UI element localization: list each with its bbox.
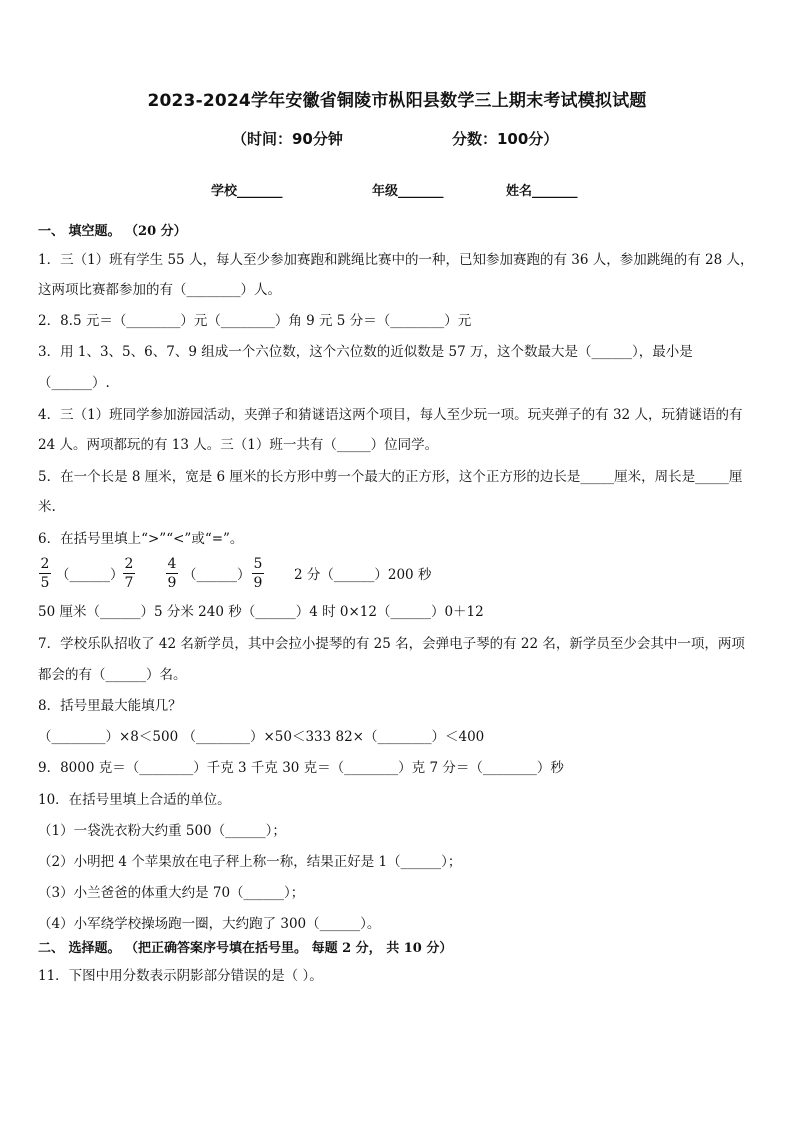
- fraction-2-7: [123, 556, 135, 591]
- q6-blank-2: （______）: [183, 567, 251, 583]
- q6-blank-1: （______）: [56, 567, 124, 583]
- fraction-denominator: 5: [40, 575, 50, 591]
- q3-line1: 3．用 1、3、5、6、7、9 组成一个六位数，这个六位数的近似数是 57 万，这个数最大是（______），最小是: [38, 344, 693, 360]
- q6-item-3: 2 分（______）200 秒: [294, 567, 432, 583]
- fraction-numerator: 5: [253, 556, 263, 572]
- q9-line1: 9．8000 克＝（________）千克 3 千克 30 克＝（________）克 7 分＝（________）秒: [38, 760, 564, 776]
- name-field: 姓名_______: [506, 184, 578, 199]
- q4-line1: 4．三（1）班同学参加游园活动，夹弹子和猜谜语这两个项目，每人至少玩一项。玩夹弹子的有 32 人，玩猜谜语的有: [38, 407, 743, 423]
- q7-line2: 都会的有（______）名。: [38, 667, 187, 683]
- fraction-5-9: [252, 556, 264, 591]
- fraction-numerator: 2: [40, 556, 50, 572]
- fraction-2-5: [39, 556, 51, 591]
- q6-line3: 50 厘米（______）5 分米 240 秒（______）4 时 0×12（______）0＋12: [38, 604, 484, 620]
- q10-item-4: （4）小军绕学校操场跑一圈，大约跑了 300（______）。: [38, 916, 381, 932]
- q5-line1: 5．在一个长是 8 厘米，宽是 6 厘米的长方形中剪一个最大的正方形，这个正方形的边长是_____厘米，周长是_____厘: [38, 469, 743, 485]
- q1-line1: 1．三（1）班有学生 55 人，每人至少参加赛跑和跳绳比赛中的一种，已知参加赛跑的有 36 人，参加跳绳的有 28 人，: [38, 252, 754, 268]
- q6-line1: 6．在括号里填上“>”“<”或“=”。: [38, 531, 244, 547]
- q5-line2: 米.: [38, 499, 56, 515]
- q7-line1: 7．学校乐队招收了 42 名新学员，其中会拉小提琴的有 25 名，会弹电子琴的有 22 名，新学员至少会其中一项，两项: [38, 636, 745, 652]
- fraction-bar: [39, 573, 51, 574]
- fraction-numerator: 4: [167, 556, 177, 572]
- exam-score: 分数：100分）: [452, 130, 559, 148]
- q11-line1: 11．下图中用分数表示阴影部分错误的是（ ）。: [38, 968, 323, 984]
- fraction-numerator: 2: [124, 556, 134, 572]
- q8-line2: （________）×8＜500 （________）×50＜333 82×（________）＜400: [38, 729, 485, 745]
- fraction-denominator: 9: [167, 575, 177, 591]
- q10-item-3: （3）小兰爸爸的体重大约是 70（______）；: [38, 885, 305, 901]
- section-1-heading: 一、 填空题。 （20 分）: [38, 224, 187, 239]
- q1-line2: 这两项比赛都参加的有（________）人。: [38, 282, 281, 298]
- fraction-4-9: [166, 556, 178, 591]
- section-2-heading: 二、 选择题。 （把正确答案序号填在括号里。 每题 2 分， 共 10 分）: [38, 941, 453, 956]
- q4-line2: 24 人。两项都玩的有 13 人。三（1）班一共有（_____）位同学。: [38, 437, 439, 453]
- fraction-bar: [252, 573, 264, 574]
- q3-line2: （______）.: [38, 375, 110, 391]
- q10-line1: 10．在括号里填上合适的单位。: [38, 792, 231, 808]
- fraction-bar: [123, 573, 135, 574]
- q8-line1: 8．括号里最大能填几？: [38, 698, 182, 714]
- fraction-denominator: 7: [124, 575, 134, 591]
- q10-item-2: （2）小明把 4 个苹果放在电子秤上称一称，结果正好是 1（______）；: [38, 854, 462, 870]
- q10-item-1: （1）一袋洗衣粉大约重 500（______）；: [38, 823, 286, 839]
- q2-line1: 2．8.5 元＝（________）元（________）角 9 元 5 分＝（________）元: [38, 313, 472, 329]
- fraction-denominator: 9: [253, 575, 263, 591]
- exam-time: （时间：90分钟: [232, 130, 343, 148]
- page-title: 2023-2024学年安徽省铜陵市枞阳县数学三上期末考试模拟试题: [147, 91, 647, 111]
- grade-field: 年级_______: [372, 184, 444, 199]
- fraction-bar: [166, 573, 178, 574]
- school-field: 学校_______: [211, 184, 283, 199]
